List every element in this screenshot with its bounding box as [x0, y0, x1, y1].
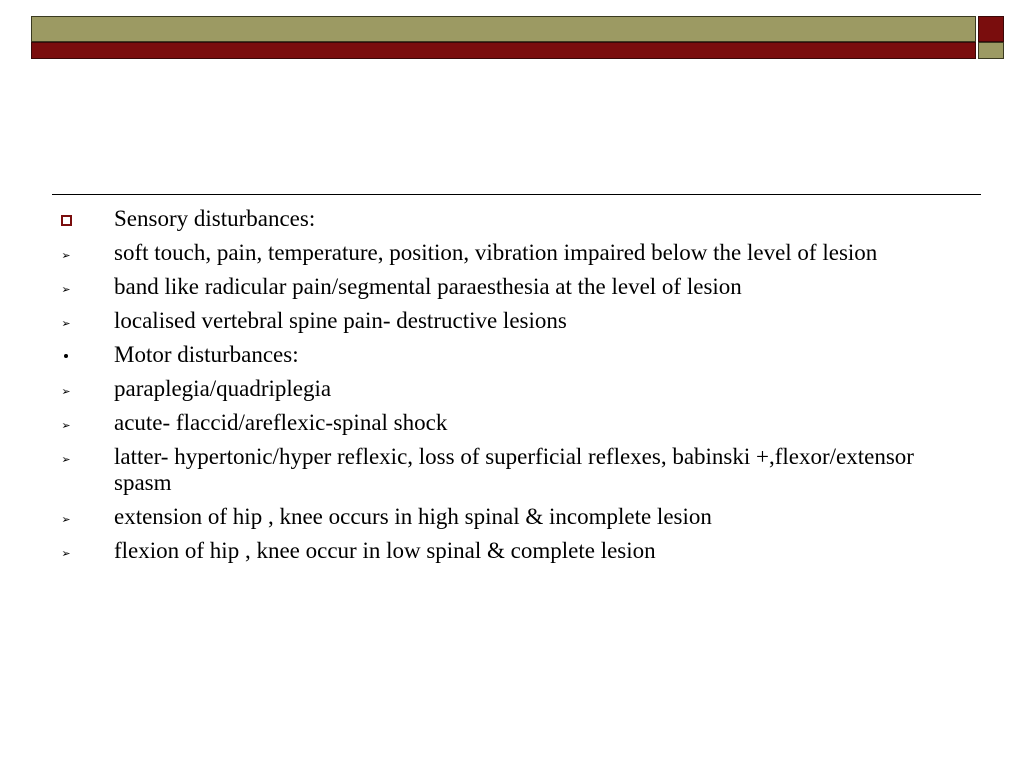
title-divider-line [52, 194, 981, 195]
list-item-motor-heading [56, 342, 976, 368]
arrowhead-bullet-icon: ➢ [61, 316, 71, 330]
list-item-text: Sensory disturbances: [114, 206, 316, 231]
header-maroon-square [978, 16, 1004, 42]
list-item [56, 504, 976, 530]
list-item-sensory-heading [56, 206, 976, 232]
slide-body [56, 206, 976, 572]
arrowhead-bullet-icon: ➢ [61, 512, 71, 526]
arrowhead-bullet-icon: ➢ [61, 418, 71, 432]
list-item-text: extension of hip , knee occurs in high spinal & incomplete lesion [114, 504, 712, 529]
dot-bullet-icon [56, 342, 76, 368]
list-item [56, 376, 976, 402]
list-item-text: soft touch, pain, temperature, position, vibration impaired below the level of lesion [114, 240, 878, 265]
header-olive-bar [31, 16, 976, 42]
list-item-text: Motor disturbances: [114, 342, 299, 367]
list-item-text: latter- hypertonic/hyper reflexic, loss of superficial reflexes, babinski +,flexor/extensor spasm [114, 444, 914, 495]
arrowhead-bullet-icon: ➢ [61, 282, 71, 296]
list-item-text: band like radicular pain/segmental paraesthesia at the level of lesion [114, 274, 742, 299]
list-item [56, 444, 976, 496]
hollow-square-bullet-icon [56, 206, 76, 232]
list-item [56, 240, 976, 266]
header-olive-square [978, 42, 1004, 59]
list-item-text: localised vertebral spine pain- destructive lesions [114, 308, 567, 333]
arrowhead-bullet-icon: ➢ [61, 546, 71, 560]
arrowhead-bullet-icon: ➢ [61, 248, 71, 262]
arrowhead-bullet-icon: ➢ [61, 384, 71, 398]
list-item [56, 410, 976, 436]
list-item [56, 538, 976, 564]
list-item [56, 274, 976, 300]
list-item-text: acute- flaccid/areflexic-spinal shock [114, 410, 448, 435]
list-item-text: flexion of hip , knee occur in low spinal & complete lesion [114, 538, 656, 563]
list-item-text: paraplegia/quadriplegia [114, 376, 332, 401]
list-item [56, 308, 976, 334]
header-maroon-bar [31, 42, 976, 59]
arrowhead-bullet-icon: ➢ [61, 452, 71, 466]
